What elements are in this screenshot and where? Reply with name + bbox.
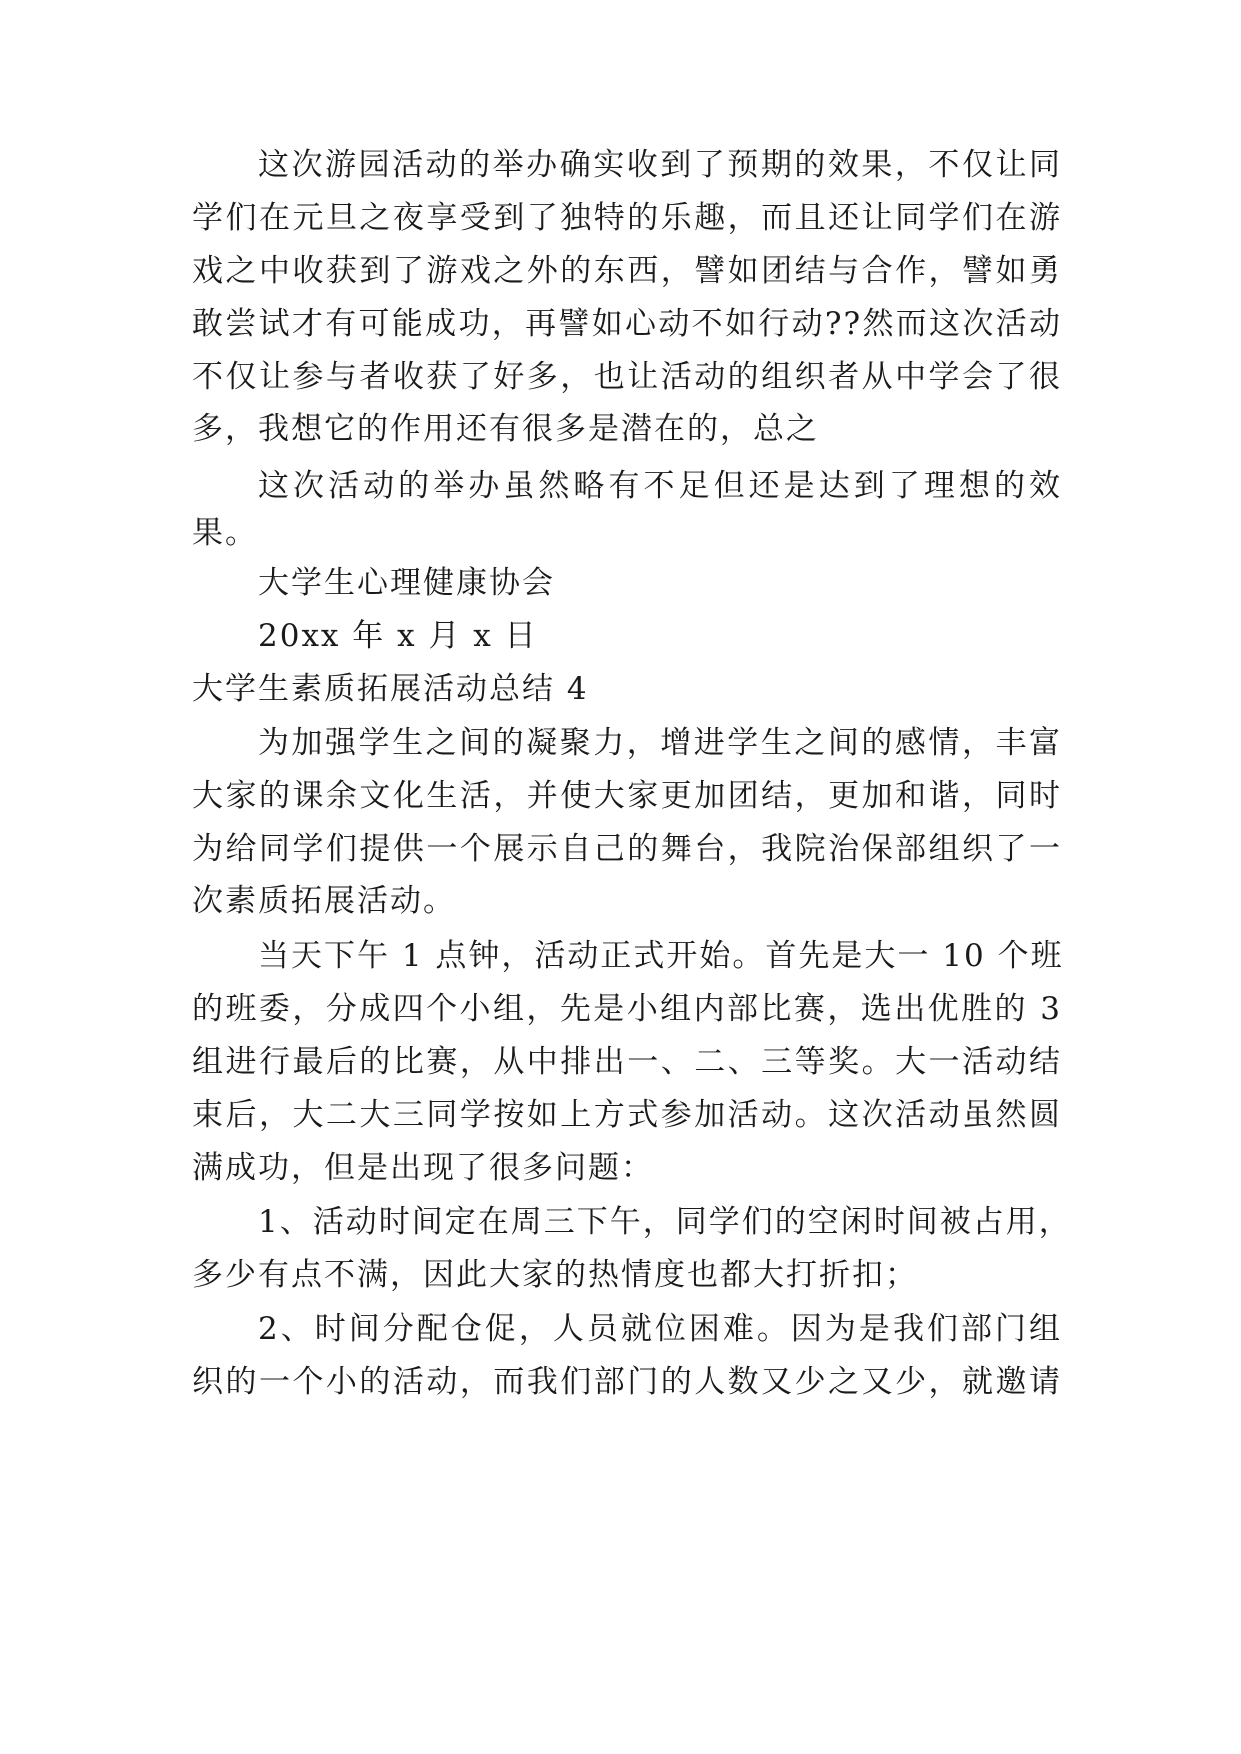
list-item-line: 2、时间分配仓促，人员就位困难。因为是我们部门组 <box>258 1311 1062 1347</box>
paragraph-line: 敢尝试才有可能成功，再譬如心动不如行动??然而这次活动 <box>192 306 1062 342</box>
signature-date: 20xx 年 x 月 x 日 <box>258 618 538 654</box>
list-item-line: 1、活动时间定在周三下午，同学们的空闲时间被占用， <box>258 1204 1072 1240</box>
paragraph-line: 多，我想它的作用还有很多是潜在的，总之 <box>192 411 819 447</box>
paragraph-line: 满成功，但是出现了很多问题： <box>192 1150 654 1186</box>
paragraph-line: 当天下午 1 点钟，活动正式开始。首先是大一 10 个班 <box>258 938 1064 974</box>
signature-organization: 大学生心理健康协会 <box>258 565 555 601</box>
paragraph-line: 这次游园活动的举办确实收到了预期的效果，不仅让同 <box>258 147 1062 183</box>
paragraph-line: 学们在元旦之夜享受到了独特的乐趣，而且还让同学们在游 <box>192 200 1062 236</box>
paragraph-line: 大家的课余文化生活，并使大家更加团结，更加和谐，同时 <box>192 778 1062 814</box>
paragraph-line: 这次活动的举办虽然略有不足但还是达到了理想的效 <box>258 468 1062 504</box>
paragraph-line: 的班委，分成四个小组，先是小组内部比赛，选出优胜的 3 <box>192 991 1062 1027</box>
paragraph-line: 束后，大二大三同学按如上方式参加活动。这次活动虽然圆 <box>192 1097 1062 1133</box>
list-item-line: 多少有点不满，因此大家的热情度也都大打折扣； <box>192 1257 918 1293</box>
paragraph-line: 不仅让参与者收获了好多，也让活动的组织者从中学会了很 <box>192 359 1062 395</box>
paragraph-line: 为给同学们提供一个展示自己的舞台，我院治保部组织了一 <box>192 831 1062 867</box>
paragraph-line: 次素质拓展活动。 <box>192 883 456 919</box>
paragraph-line: 戏之中收获到了游戏之外的东西，譬如团结与合作，譬如勇 <box>192 253 1062 289</box>
section-heading: 大学生素质拓展活动总结 4 <box>192 671 589 707</box>
paragraph-line: 为加强学生之间的凝聚力，增进学生之间的感情，丰富 <box>258 725 1062 761</box>
paragraph-line: 组进行最后的比赛，从中排出一、二、三等奖。大一活动结 <box>192 1044 1062 1080</box>
paragraph-line: 果。 <box>192 515 258 551</box>
list-item-line: 织的一个小的活动，而我们部门的人数又少之又少，就邀请 <box>192 1364 1062 1400</box>
